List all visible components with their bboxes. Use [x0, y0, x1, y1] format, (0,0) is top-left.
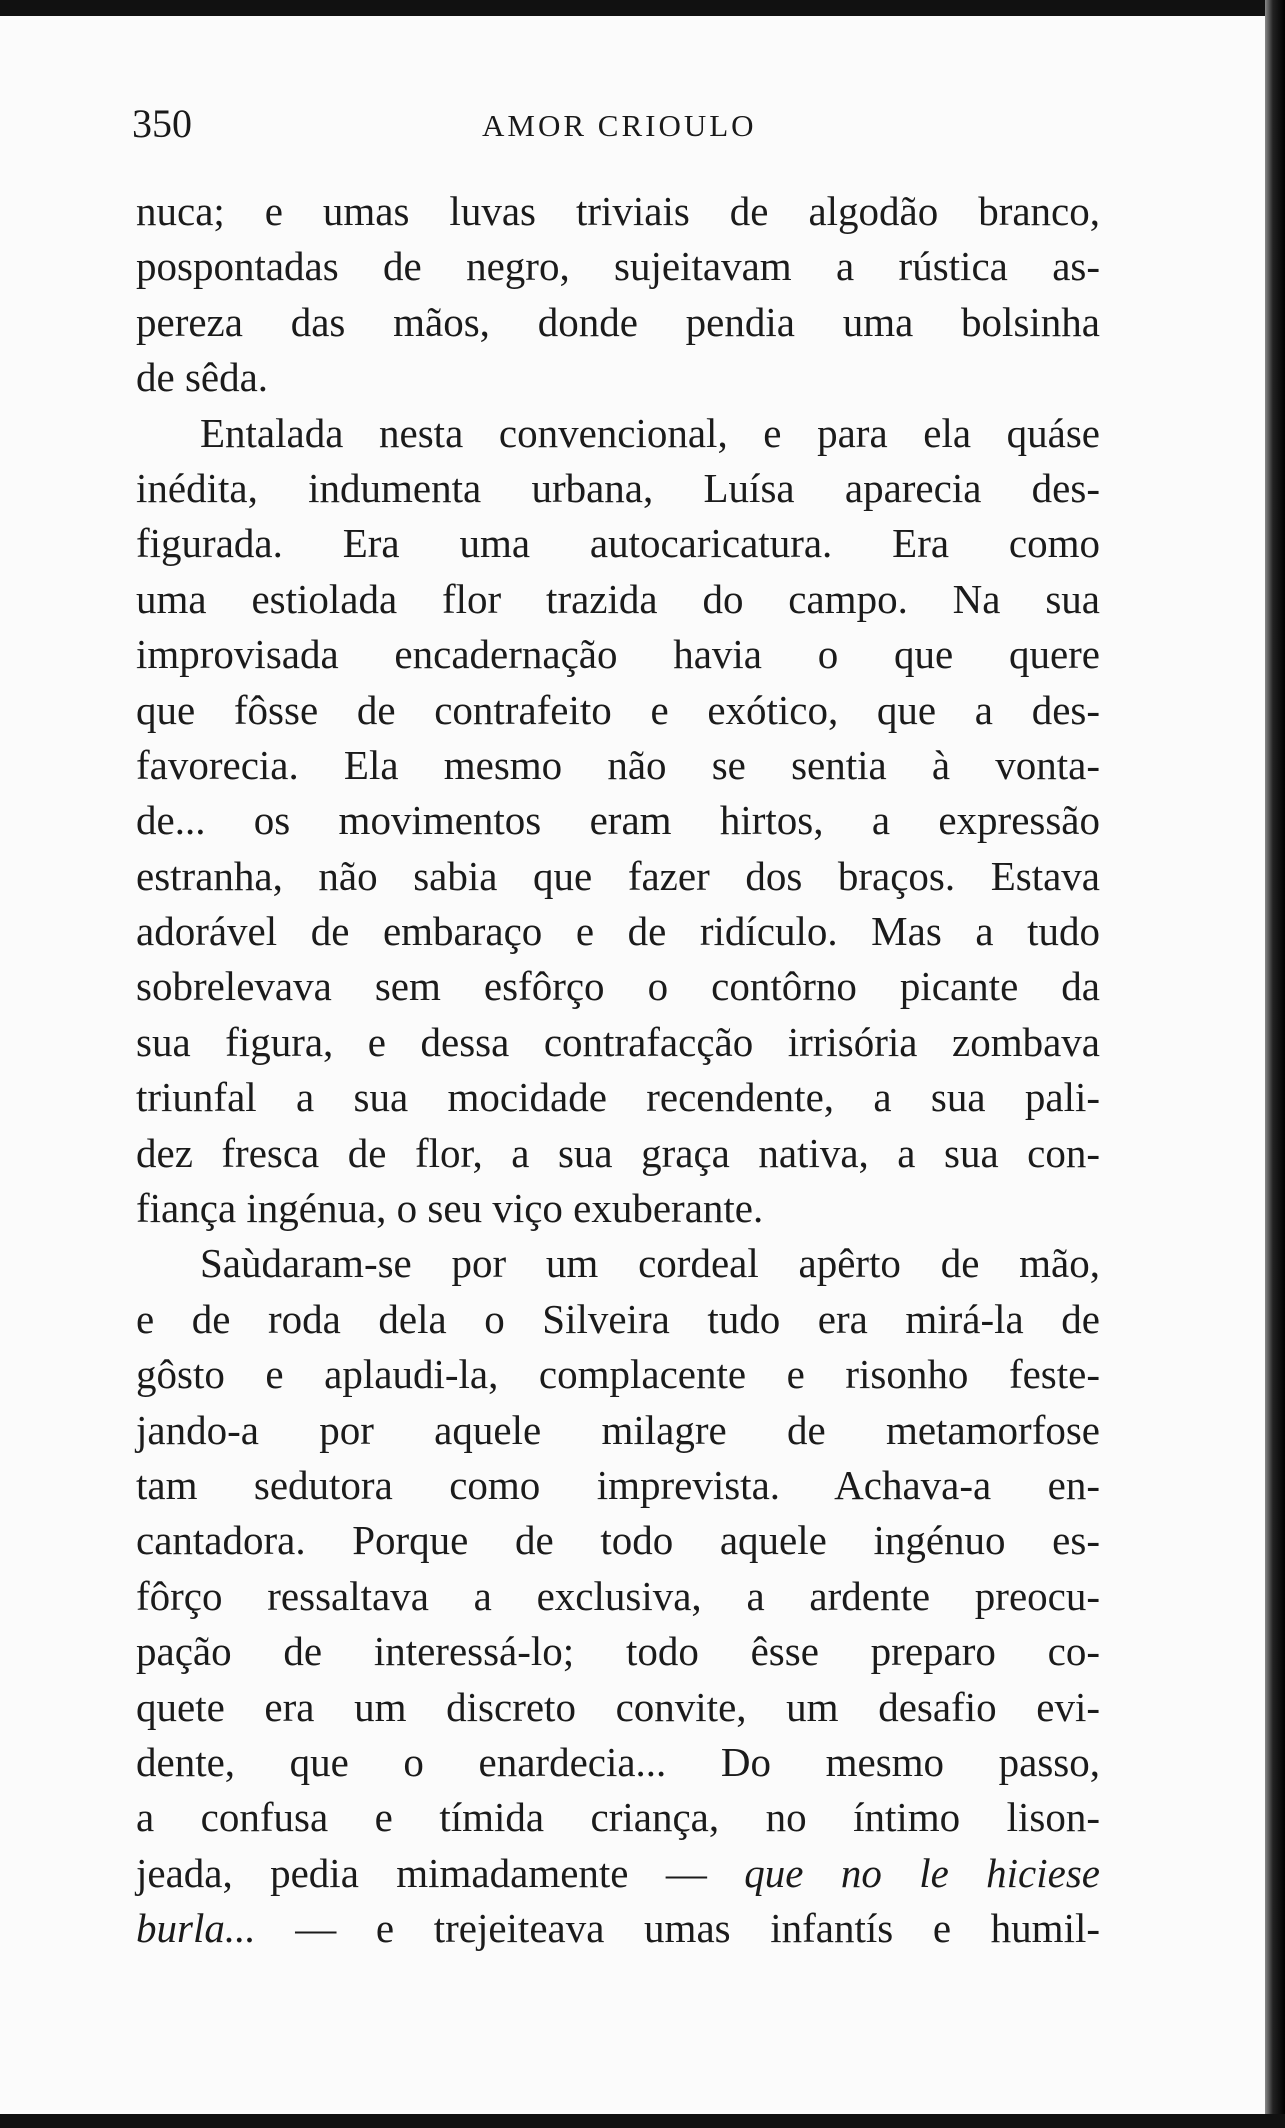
running-title: AMOR CRIOULO: [482, 108, 757, 143]
text-line: pereza das mãos, donde pendia uma bolsinha: [136, 298, 1100, 345]
text-line: sua figura, e dessa contrafacção irrisória zombava: [136, 1018, 1100, 1065]
text-line: adorável de embaraço e de ridículo. Mas a tudo: [136, 908, 1100, 955]
text-line: inédita, indumenta urbana, Luísa aparecia des-: [136, 464, 1100, 511]
text-line: jando-a por aquele milagre de metamorfose: [136, 1406, 1100, 1453]
text-line: pospontadas de negro, sujeitavam a rústica as-: [136, 243, 1100, 290]
text-line: sobrelevava sem esfôrço o contôrno picante da: [136, 963, 1100, 1010]
text-line: uma estiolada flor trazida do campo. Na sua: [136, 575, 1100, 622]
text-line: fôrço ressaltava a exclusiva, a ardente preocu-: [136, 1572, 1100, 1619]
text-line: cantadora. Porque de todo aquele ingénuo es-: [136, 1517, 1100, 1564]
text-segment: — e trejeiteava umas infantís e humil-: [255, 1905, 1100, 1952]
text-line: e de roda dela o Silveira tudo era mirá-la de: [136, 1295, 1100, 1342]
text-line: a confusa e tímida criança, no íntimo lison-: [136, 1794, 1100, 1841]
text-line: nuca; e umas luvas triviais de algodão branco,: [136, 188, 1100, 234]
text-line: Entalada nesta convencional, e para ela quáse: [200, 409, 1100, 456]
scan-bottom-border: [0, 2114, 1285, 2128]
text-line: figurada. Era uma autocaricatura. Era como: [136, 520, 1100, 567]
text-line: fiança ingénua, o seu viço exuberante.: [136, 1185, 764, 1232]
text-line: que fôsse de contrafeito e exótico, que a des-: [136, 686, 1100, 733]
text-line: tam sedutora como imprevista. Achava-a en-: [136, 1461, 1100, 1508]
text-line: favorecia. Ela mesmo não se sentia à vonta-: [136, 741, 1100, 788]
italic-quote: que no le hiciese: [744, 1849, 1100, 1896]
text-line: de sêda.: [136, 354, 269, 401]
text-segment: jeada, pedia mimadamente —: [136, 1849, 745, 1896]
body-text: [136, 184, 1100, 1957]
text-line: pação de interessá-lo; todo êsse preparo co-: [136, 1628, 1100, 1675]
scan-right-edge: [1265, 0, 1285, 2128]
page-number: 350: [132, 101, 192, 146]
italic-quote: burla...: [136, 1905, 256, 1952]
text-line: dez fresca de flor, a sua graça nativa, a sua con-: [136, 1129, 1100, 1176]
text-line: de... os movimentos eram hirtos, a expressão: [136, 797, 1100, 844]
text-line: triunfal a sua mocidade recendente, a sua pali-: [136, 1074, 1100, 1121]
text-line: gôsto e aplaudi-la, complacente e risonho feste-: [136, 1351, 1100, 1398]
text-line: improvisada encadernação havia o que quere: [136, 631, 1100, 678]
text-line: dente, que o enardecia... Do mesmo passo,: [136, 1738, 1100, 1785]
text-line: [136, 1846, 1100, 1901]
text-line: estranha, não sabia que fazer dos braços. Estava: [136, 852, 1100, 899]
text-line: [136, 1901, 1100, 1956]
scan-top-border: [0, 0, 1285, 16]
text-line: Saùdaram-se por um cordeal apêrto de mão,: [200, 1240, 1100, 1287]
running-head: [0, 100, 1285, 160]
text-line: quete era um discreto convite, um desafio evi-: [136, 1683, 1100, 1730]
